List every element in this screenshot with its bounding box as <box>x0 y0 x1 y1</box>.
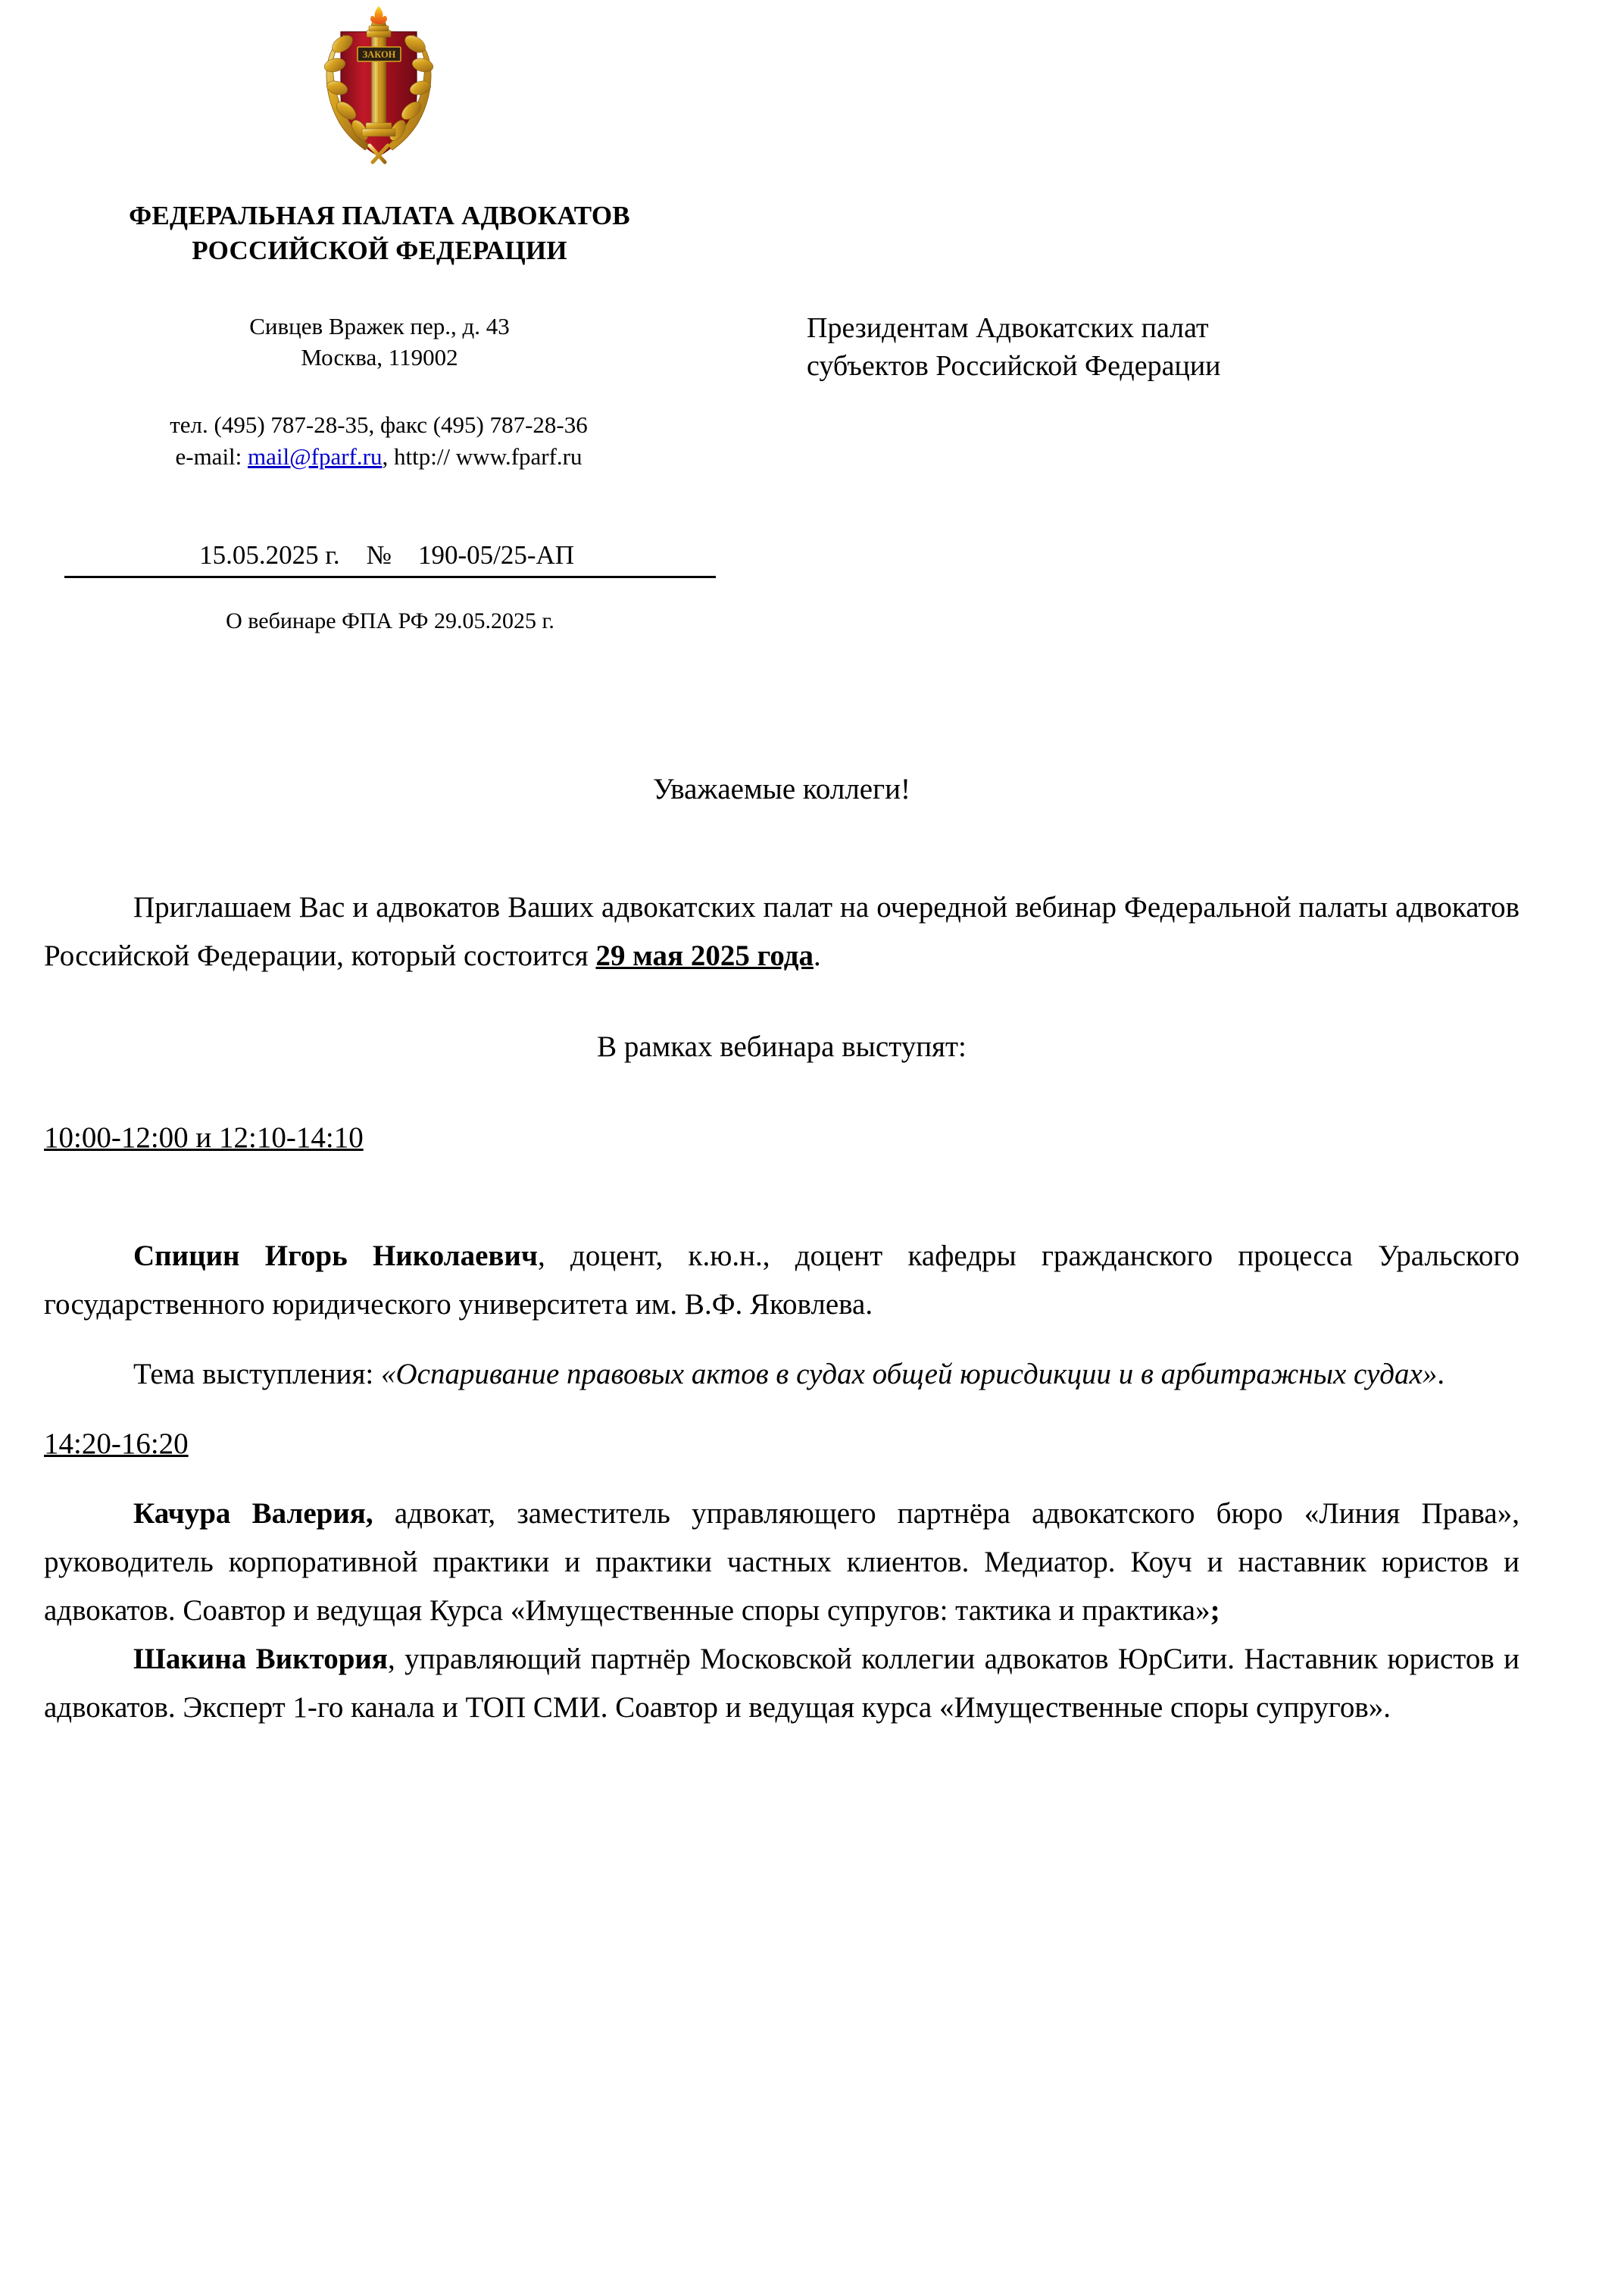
letter-body <box>44 765 1519 1732</box>
addressee-block <box>807 309 1549 385</box>
spacer <box>44 1399 1519 1420</box>
spacer <box>44 1468 1519 1490</box>
speaker-3-paragraph <box>44 1635 1519 1732</box>
speaker-3-bio: , управляющий партнёр Московской коллегии адвокатов ЮрСити. Наставник юристов и адвокатов. Эксперт 1-го канала и ТОП СМИ. Соавтор и ведущая курса «Имущественные споры супругов». <box>44 1643 1519 1724</box>
topic-1-end: . <box>1437 1358 1445 1390</box>
slot-1-time-row <box>44 1114 1519 1162</box>
slot-1-time: 10:00-12:00 и 12:10-14:10 <box>44 1121 364 1154</box>
addressee-line2: субъектов Российской Федерации <box>807 350 1221 382</box>
phone-fax-line: тел. (495) 787-28-35, факс (495) 787-28-36 <box>170 411 588 438</box>
speaker-3-name: Шакина Виктория <box>133 1643 388 1675</box>
reference-spacer-2 <box>392 540 418 570</box>
org-title-line1: ФЕДЕРАЛЬНАЯ ПАЛАТА АДВОКАТОВ <box>129 201 630 230</box>
speaker-1-paragraph <box>44 1232 1519 1329</box>
speaker-2-paragraph <box>44 1490 1519 1635</box>
topic-1-text: «Оспаривание правовых актов в судах общей юрисдикции и в арбитражных судах» <box>381 1358 1438 1390</box>
plaque-text: ЗАКОН <box>362 49 396 60</box>
spacer <box>44 1162 1519 1232</box>
fpa-coat-of-arms-icon <box>311 5 447 167</box>
speakers-heading: В рамках вебинара выступят: <box>597 1030 967 1063</box>
org-title <box>42 199 717 268</box>
reference-spacer-1 <box>340 540 367 570</box>
slot-2-time: 14:20-16:20 <box>44 1427 189 1460</box>
intro-text-part2: . <box>813 940 821 972</box>
email-label: e-mail: <box>175 443 248 470</box>
letterhead-org-name <box>42 199 717 268</box>
speaker-2-name: Качура Валерия, <box>133 1497 373 1530</box>
speaker-2-bio: адвокат, заместитель управляющего партнёра адвокатского бюро «Линия Права», руководитель корпоративной практики и практики частных клиентов. Медиатор. Коуч и наставник юристов и адвокатов. Соавтор и ведущая Курса «Имущественные споры супругов: тактика и практика» <box>44 1497 1519 1627</box>
website-text: , http:// www.fparf.ru <box>382 443 582 470</box>
intro-date: 29 мая 2025 года <box>595 940 814 972</box>
reference-spacer-3 <box>574 540 581 570</box>
address-street: Сивцев Вражек пер., д. 43 <box>249 313 510 339</box>
address-city: Москва, 119002 <box>301 344 458 371</box>
speaker-2-bio-end: ; <box>1210 1594 1220 1627</box>
addressee-line1: Президентам Адвокатских палат <box>807 312 1209 344</box>
letterhead-contacts <box>30 409 727 473</box>
spacer <box>44 814 1519 883</box>
speaker-1-name: Спицин Игорь Николаевич <box>133 1240 538 1272</box>
reference-number-label: № <box>366 540 392 570</box>
email-link[interactable]: mail@fparf.ru <box>248 443 383 470</box>
reference-number: 190-05/25-АП <box>417 540 575 570</box>
topic-1-label: Тема выступления: <box>133 1358 381 1390</box>
topic-1-paragraph <box>44 1350 1519 1399</box>
org-title-line2: РОССИЙСКОЙ ФЕДЕРАЦИИ <box>192 236 567 265</box>
greeting: Уважаемые коллеги! <box>653 773 910 805</box>
intro-text-part1: Приглашаем Вас и адвокатов Ваших адвокатских палат на очередной вебинар Федеральной палаты адвокатов Российской Федерации, который состоится <box>44 891 1519 972</box>
speaker-1-bio: , доцент, к.ю.н., доцент кафедры гражданского процесса Уральского государственного юридического университета им. В.Ф. Яковлева. <box>44 1240 1519 1321</box>
slot-2-time-row <box>44 1420 1519 1468</box>
reference-line <box>64 538 716 578</box>
spacer <box>44 1071 1519 1114</box>
spacer <box>44 980 1519 1023</box>
letterhead-address <box>42 311 717 373</box>
spacer <box>44 1329 1519 1350</box>
reference-date: 15.05.2025 г. <box>199 540 340 570</box>
intro-paragraph <box>44 883 1519 980</box>
subject-line: О вебинаре ФПА РФ 29.05.2025 г. <box>226 608 554 633</box>
email-web-line <box>30 441 727 473</box>
